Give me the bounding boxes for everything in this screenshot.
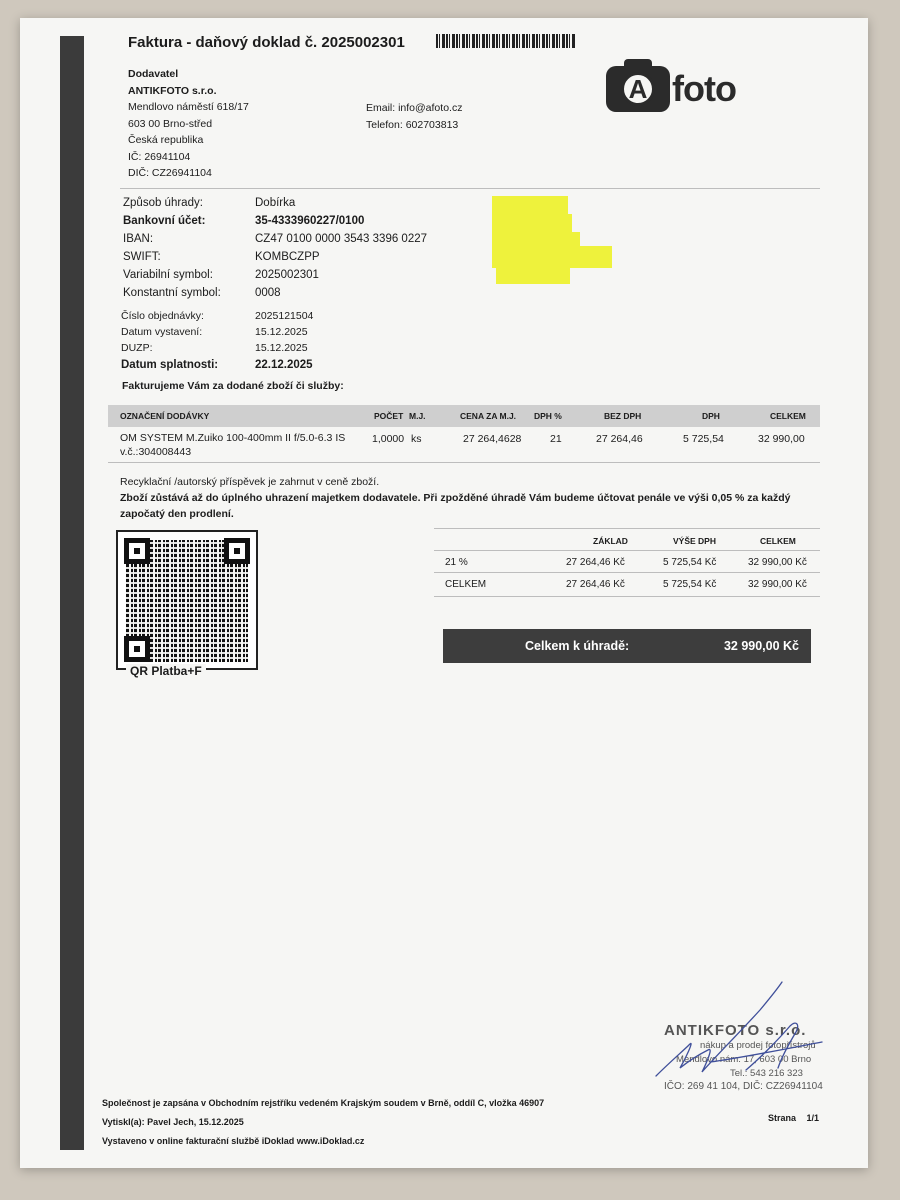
item-vat-rate: 21 <box>550 433 562 445</box>
total-due-label: Celkem k úhradě: <box>525 639 630 653</box>
payment-label: Konstantní symbol: <box>123 287 221 299</box>
dates-block <box>121 308 461 375</box>
date-value: 15.12.2025 <box>255 342 308 354</box>
payment-value: CZ47 0100 0000 3543 3396 0227 <box>255 233 428 245</box>
payment-row <box>123 230 453 248</box>
item-total: 32 990,00 <box>758 433 805 445</box>
supplier-street: Mendlovo náměstí 618/17 <box>128 101 249 113</box>
date-label: Datum vystavení: <box>121 326 203 338</box>
payment-label: IBAN: <box>123 233 154 245</box>
sum-rate-2: CELKEM <box>445 579 487 590</box>
stamp-line3: Tel.: 543 216 323 <box>730 1068 803 1079</box>
sum-th-total: CELKEM <box>760 536 796 546</box>
supplier-phone: Telefon: 602703813 <box>366 118 459 131</box>
divider <box>108 462 820 463</box>
payment-row <box>123 284 453 302</box>
item-serial: v.č.:304008443 <box>120 446 192 458</box>
item-qty: 1,0000 <box>372 433 405 445</box>
note-penalty: započatý den prodlení. <box>120 508 234 520</box>
item-unit-price: 27 264,4628 <box>463 433 522 445</box>
stamp-line2: Mendlovo nám. 17, 603 00 Brno <box>676 1054 812 1065</box>
sum-total-1: 32 990,00 Kč <box>748 557 807 568</box>
footer-printed: Vytiskl(a): Pavel Jech, 15.12.2025 <box>102 1117 244 1127</box>
payment-row <box>123 212 453 230</box>
payment-label: SWIFT: <box>123 251 161 263</box>
supplier-heading: Dodavatel <box>128 68 179 80</box>
payment-label: Způsob úhrady: <box>123 197 203 209</box>
payment-label: Bankovní účet: <box>123 215 206 227</box>
invoice-title: Faktura - daňový doklad č. 2025002301 <box>128 34 405 51</box>
footer-block <box>102 1094 544 1151</box>
th-unit-price: CENA ZA M.J. <box>460 411 517 421</box>
qr-code <box>116 530 258 670</box>
sum-total-2: 32 990,00 Kč <box>748 579 807 590</box>
divider <box>434 572 820 573</box>
payment-block <box>123 194 453 302</box>
date-label: Číslo objednávky: <box>121 310 204 322</box>
date-label: DUZP: <box>121 342 153 354</box>
page-indicator <box>768 1113 819 1123</box>
payment-value: 0008 <box>255 287 281 299</box>
payment-value: Dobírka <box>255 197 296 209</box>
stamp-line1: nákup a prodej fotopřístrojů <box>700 1040 816 1051</box>
supplier-city: 603 00 Brno-střed <box>128 117 213 130</box>
payment-value: KOMBCZPP <box>255 251 320 263</box>
item-vat: 5 725,54 <box>683 433 724 445</box>
th-total: CELKEM <box>770 411 806 421</box>
sum-vat-1: 5 725,54 Kč <box>663 557 717 568</box>
supplier-dic: DIČ: CZ26941104 <box>128 167 212 179</box>
date-label: Datum splatnosti: <box>121 359 219 371</box>
afoto-logo <box>606 62 766 118</box>
th-vat-rate: DPH % <box>534 411 562 421</box>
item-net: 27 264,46 <box>596 433 643 445</box>
supplier-ico: IČ: 26941104 <box>128 150 191 163</box>
item-description: OM SYSTEM M.Zuiko 100-400mm II f/5.0-6.3 IS <box>120 432 346 444</box>
footer-registry: Společnost je zapsána v Obchodním rejstříku vedeném Krajským soudem v Brně, oddíl C, vložka 46907 <box>102 1098 545 1108</box>
barcode <box>436 34 576 48</box>
payment-row <box>123 248 453 266</box>
sum-th-vat: VÝŠE DPH <box>673 536 716 546</box>
th-vat: DPH <box>702 411 720 421</box>
payment-label: Variabilní symbol: <box>123 269 213 281</box>
sum-th-base: ZÁKLAD <box>593 536 628 546</box>
th-description: OZNAČENÍ DODÁVKY <box>120 411 210 421</box>
total-due-bar <box>443 629 811 663</box>
supplier-country: Česká republika <box>128 134 204 146</box>
signature <box>650 980 830 1090</box>
payment-row <box>123 266 453 284</box>
items-table-header <box>108 405 820 427</box>
sum-rate-1: 21 % <box>445 557 468 568</box>
supplier-email: Email: info@afoto.cz <box>366 102 463 114</box>
divider <box>434 550 820 551</box>
logo-word: foto <box>672 68 736 109</box>
item-unit: ks <box>411 433 422 445</box>
th-net: BEZ DPH <box>604 411 642 421</box>
divider <box>120 188 820 189</box>
sum-base-1: 27 264,46 Kč <box>566 557 625 568</box>
page-label: Strana <box>768 1113 797 1123</box>
divider <box>434 528 820 529</box>
th-qty: POČET <box>374 411 404 421</box>
supplier-block <box>128 66 249 182</box>
intro-text: Fakturujeme Vám za dodané zboží či služby: <box>122 380 344 392</box>
sum-vat-2: 5 725,54 Kč <box>663 579 717 590</box>
page-value: 1/1 <box>806 1113 820 1123</box>
total-due-value: 32 990,00 Kč <box>723 639 799 653</box>
qr-label: QR Platba+F <box>126 664 206 678</box>
payment-value: 2025002301 <box>255 269 319 281</box>
notes-block <box>120 474 820 522</box>
date-value: 22.12.2025 <box>255 359 313 371</box>
contact-block <box>366 100 462 133</box>
stamp-name: ANTIKFOTO s.r.o. <box>664 1022 807 1039</box>
divider <box>434 596 820 597</box>
payment-row <box>123 194 453 212</box>
date-row <box>121 356 461 375</box>
date-value: 15.12.2025 <box>255 326 308 338</box>
date-row <box>121 340 461 356</box>
date-value: 2025121504 <box>255 310 314 322</box>
note-recycling: Recyklační /autorský příspěvek je zahrnut v ceně zboží. <box>120 476 380 488</box>
camera-icon: A <box>606 66 670 112</box>
stamp-line4: IČO: 269 41 104, DIČ: CZ26941104 <box>664 1081 823 1092</box>
side-bar-decoration <box>60 36 84 1150</box>
th-unit: M.J. <box>409 411 426 421</box>
date-row <box>121 308 461 324</box>
sum-base-2: 27 264,46 Kč <box>566 579 625 590</box>
date-row <box>121 324 461 340</box>
supplier-name: ANTIKFOTO s.r.o. <box>128 84 217 97</box>
footer-issued: Vystaveno v online fakturační službě iDoklad www.iDoklad.cz <box>102 1136 365 1146</box>
note-ownership: Zboží zůstává až do úplného uhrazení majetkem dodavatele. Při zpožděné úhradě Vám budeme účtovat penále ve výši 0,05 % za každý <box>120 492 791 504</box>
payment-value: 35-4333960227/0100 <box>255 215 365 227</box>
